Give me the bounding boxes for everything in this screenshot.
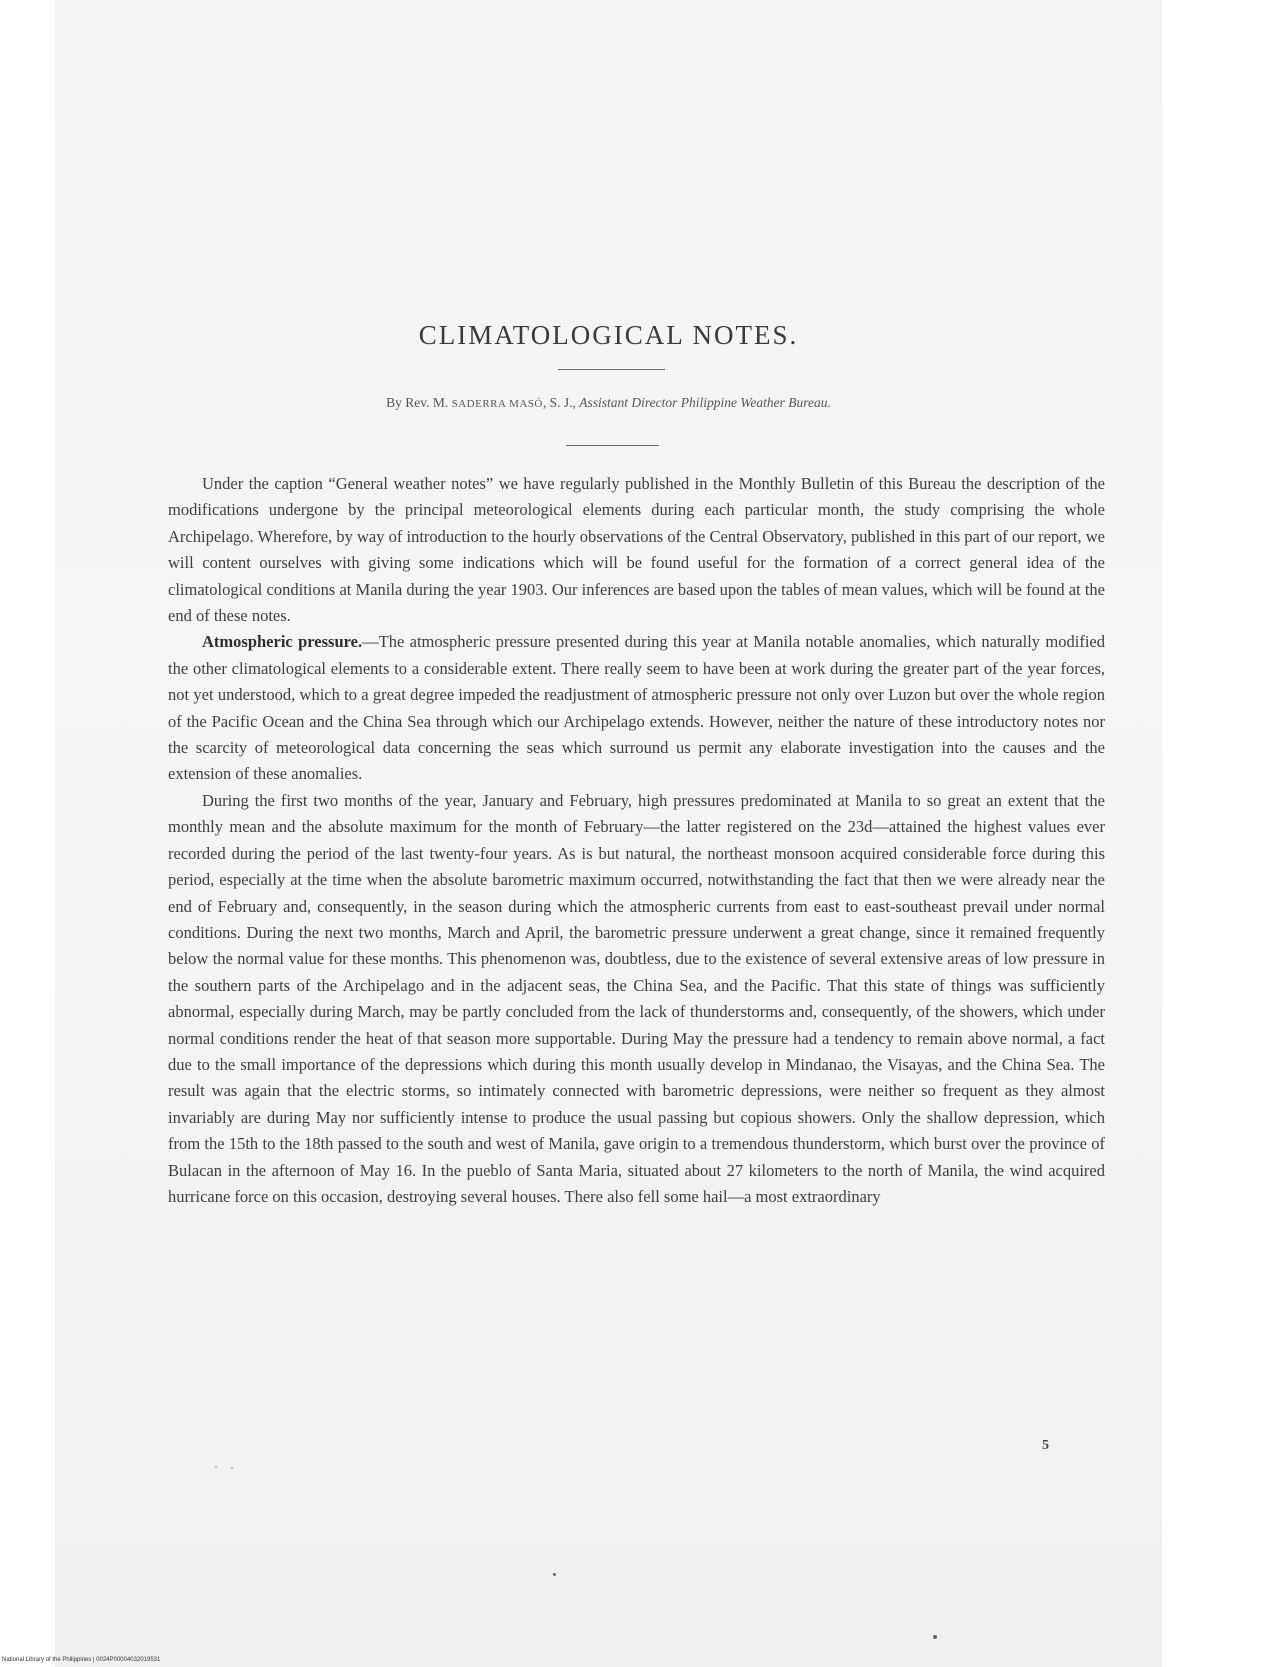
page-title: CLIMATOLOGICAL NOTES.	[418, 320, 799, 351]
scan-speck	[933, 1635, 937, 1639]
title-divider	[558, 369, 665, 370]
scanned-page	[55, 0, 1162, 1667]
page-number: 5	[1042, 1438, 1049, 1453]
paragraph-introduction	[168, 471, 1105, 629]
paragraph-text: —The atmospheric pressure presented during this year at Manila notable anomalies, which naturally modified the other climatological elements to a considerable extent. There really seem to have been at work during the greater part of the year forces, not yet understood, which to a great degree impeded the readjustment of atmospheric pressure not only over Luzon but over the whole region of the Pacific Ocean and the China Sea through which our Archipelago extends. However, neither the nature of these introductory notes nor the scarcity of meteorological data concerning the seas which surround us permit any elaborate investigation into the causes and the extension of these anomalies.	[168, 632, 1105, 784]
paragraph-text: Under the caption “General weather notes” we have regularly published in the Monthly Bulletin of this Bureau the description of the modifications undergone by the principal meteorological elements during each particular month, the study comprising the whole Archipelago. Wherefore, by way of introduction to the hourly observations of the Central Observatory, published in this part of our report, we will content ourselves with giving some indications which will be found useful for the formation of a correct general idea of the climatological conditions at Manila during the year 1903. Our inferences are based upon the tables of mean values, which will be found at the end of these notes.	[168, 474, 1105, 626]
scan-speck	[215, 1466, 217, 1468]
paragraph-text: During the first two months of the year, January and February, high pressures predominated at Manila to so great an extent that the monthly mean and the absolute maximum for the month of February—the latter registered on the 23d—attained the highest values ever recorded during the period of the last twenty-four years. As is but natural, the northeast monsoon acquired considerable force during this period, especially at the time when the absolute barometric maximum occurred, notwithstanding the fact that then we were already near the end of February and, consequently, in the season during which the atmospheric currents from east to east-southeast prevail under normal conditions. During the next two months, March and April, the barometric pressure underwent a great change, since it remained frequently below the normal value for these months. This phenomenon was, doubtless, due to the existence of several extensive areas of low pressure in the southern parts of the Archipelago and in the adjacent seas, the China Sea, and the Pacific. That this state of things was sufficiently abnormal, especially during March, may be partly concluded from the lack of thunderstorms and, consequently, of the showers, which under normal conditions render the heat of that season more supportable. During May the pressure had a tendency to remain above normal, a fact due to the small importance of the depressions which during this month usually develop in Mindanao, the Visayas, and the China Sea. The result was again that the electric storms, so intimately connected with barometric depressions, were neither so frequent as they almost invariably are during May nor sufficiently intense to produce the usual passing but copious showers. Only the shallow depression, which from the 15th to the 18th passed to the south and west of Manila, gave origin to a tremendous thunderstorm, which burst over the province of Bulacan in the afternoon of May 16. In the pueblo of Santa Maria, situated about 27 kilometers to the north of Manila, the wind acquired hurricane force on this occasion, destroying several houses. There also fell some hail—a most extraordinary	[168, 790, 1105, 1206]
byline-suffix: , S. J.,	[542, 395, 576, 410]
paragraph-first-months	[168, 788, 1105, 1211]
article-body	[168, 471, 1105, 1210]
section-heading: Atmospheric pressure.	[202, 632, 363, 652]
byline-prefix: By Rev. M.	[386, 395, 449, 410]
byline-role: Assistant Director Philippine Weather Bureau.	[579, 395, 831, 410]
byline-author: SADERRA MASÓ	[451, 398, 543, 410]
byline	[55, 395, 1162, 411]
byline-divider	[566, 445, 659, 446]
paragraph-atmospheric-pressure	[168, 629, 1105, 787]
library-footer: National Library of the Philippines | 0024P00004032019531	[2, 1657, 161, 1663]
scan-speck	[231, 1467, 233, 1469]
scan-speck	[553, 1573, 556, 1576]
